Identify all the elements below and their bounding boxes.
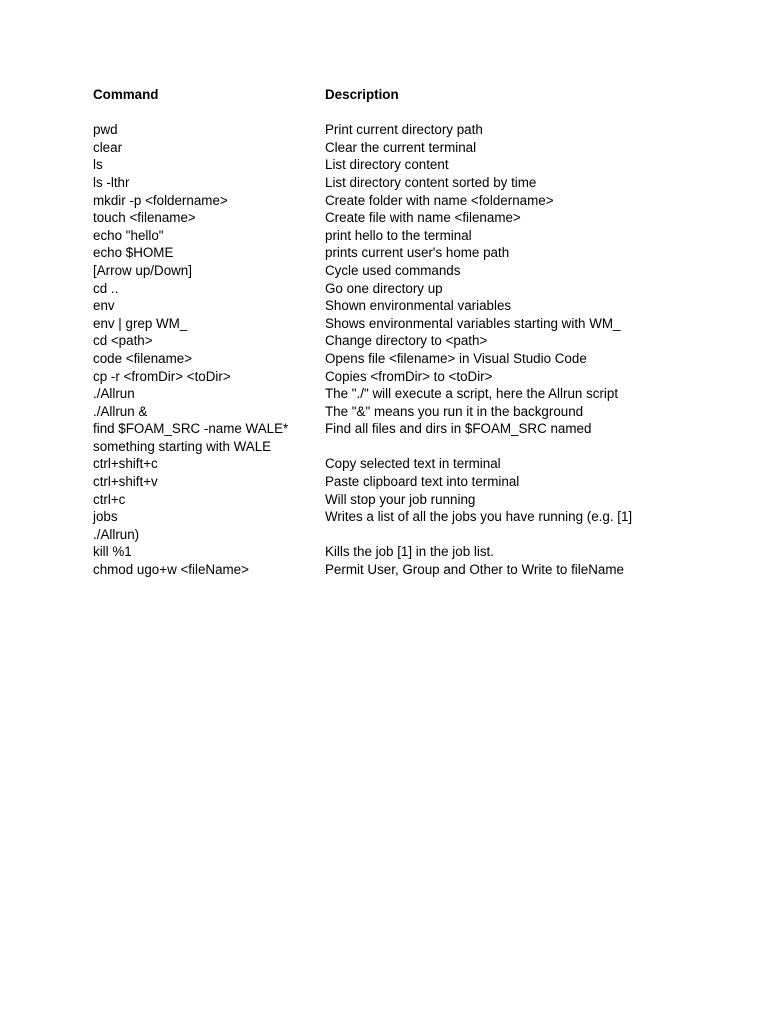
- table-row: [93, 561, 693, 579]
- description-cell: Clear the current terminal: [325, 139, 477, 155]
- description-cell: [325, 526, 693, 544]
- description-cell: Copy selected text in terminal: [325, 456, 501, 472]
- command-cell: something starting with WALE: [93, 438, 272, 454]
- description-cell: List directory content: [325, 157, 449, 173]
- description-cell: Go one directory up: [325, 280, 443, 296]
- command-cell: cd <path>: [93, 333, 153, 349]
- command-cell: mkdir -p <foldername>: [93, 192, 228, 208]
- command-cell: ls: [93, 157, 103, 173]
- table-row: [93, 455, 693, 473]
- description-cell: Writes a list of all the jobs you have running (e.g. [1]: [325, 509, 633, 525]
- table-row: [93, 508, 693, 526]
- description-cell: Find all files and dirs in $FOAM_SRC named: [325, 421, 592, 437]
- command-cell: env | grep WM_: [93, 315, 188, 331]
- command-cell: ctrl+c: [93, 491, 126, 507]
- description-cell: Paste clipboard text into terminal: [325, 474, 520, 490]
- table-row: [93, 491, 693, 509]
- table-row: [93, 209, 693, 227]
- description-cell: Create file with name <filename>: [325, 210, 521, 226]
- description-cell: Kills the job [1] in the job list.: [325, 544, 494, 560]
- table-row: [93, 332, 693, 350]
- table-row: [93, 244, 693, 262]
- description-cell: The "&" means you run it in the background: [325, 403, 584, 419]
- command-cell: ctrl+shift+v: [93, 474, 158, 490]
- command-cell: cd ..: [93, 280, 119, 296]
- description-cell: List directory content sorted by time: [325, 174, 537, 190]
- command-cell: env: [93, 298, 115, 314]
- command-cell: cp -r <fromDir> <toDir>: [93, 368, 231, 384]
- command-cell: jobs: [93, 509, 118, 525]
- command-cell: ls -lthr: [93, 174, 130, 190]
- table-row: [93, 473, 693, 491]
- command-cell: ./Allrun &: [93, 403, 148, 419]
- table-row: [93, 368, 693, 386]
- table-row: [93, 280, 693, 298]
- command-cell: find $FOAM_SRC -name WALE*: [93, 421, 289, 437]
- table-row: [93, 438, 693, 456]
- table-row: [93, 262, 693, 280]
- table-body: [93, 121, 693, 578]
- description-cell: Copies <fromDir> to <toDir>: [325, 368, 493, 384]
- table-row: [93, 174, 693, 192]
- command-cell: clear: [93, 139, 123, 155]
- command-reference-table: [93, 86, 693, 579]
- command-cell: echo "hello": [93, 227, 164, 243]
- command-cell: touch <filename>: [93, 210, 196, 226]
- command-cell: ctrl+shift+c: [93, 456, 158, 472]
- command-cell: ./Allrun): [93, 526, 140, 542]
- table-row: [93, 350, 693, 368]
- command-cell: pwd: [93, 122, 118, 138]
- description-cell: [325, 438, 693, 456]
- description-cell: Will stop your job running: [325, 491, 476, 507]
- table-row: [93, 385, 693, 403]
- command-cell: echo $HOME: [93, 245, 174, 261]
- command-cell: chmod ugo+w <fileName>: [93, 562, 249, 578]
- table-row: [93, 192, 693, 210]
- description-cell: Create folder with name <foldername>: [325, 192, 554, 208]
- table-row: [93, 315, 693, 333]
- command-cell: kill %1: [93, 544, 132, 560]
- table-row: [93, 227, 693, 245]
- table-row: [93, 139, 693, 157]
- command-cell: ./Allrun: [93, 386, 135, 402]
- command-cell: code <filename>: [93, 350, 193, 366]
- description-cell: Shown environmental variables: [325, 298, 512, 314]
- table-row: [93, 297, 693, 315]
- description-cell: Print current directory path: [325, 122, 483, 138]
- description-cell: prints current user's home path: [325, 245, 510, 261]
- description-cell: Opens file <filename> in Visual Studio Code: [325, 350, 587, 366]
- description-cell: Permit User, Group and Other to Write to fileName: [325, 562, 624, 578]
- table-row: [93, 156, 693, 174]
- table-header-row: [93, 86, 693, 104]
- header-description: Description: [325, 87, 399, 102]
- header-command: Command: [93, 87, 159, 102]
- description-cell: Change directory to <path>: [325, 333, 488, 349]
- table-row: [93, 526, 693, 544]
- table-row: [93, 543, 693, 561]
- description-cell: Shows environmental variables starting with WM_: [325, 315, 621, 331]
- description-cell: print hello to the terminal: [325, 227, 472, 243]
- description-cell: The "./" will execute a script, here the Allrun script: [325, 386, 619, 402]
- command-cell: [Arrow up/Down]: [93, 262, 192, 278]
- table-row: [93, 121, 693, 139]
- table-row: [93, 403, 693, 421]
- table-row: [93, 420, 693, 438]
- description-cell: Cycle used commands: [325, 262, 461, 278]
